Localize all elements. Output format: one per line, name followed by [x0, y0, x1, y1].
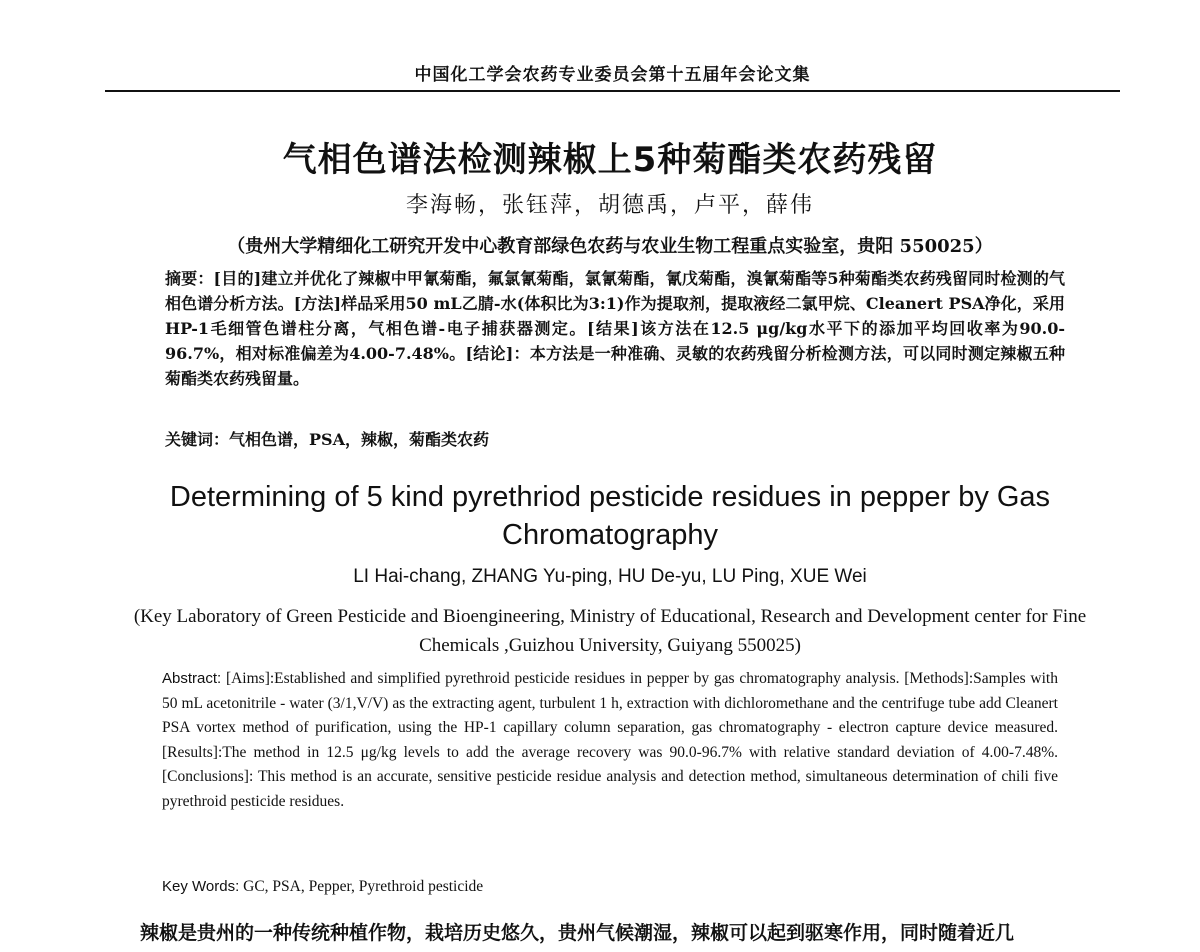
chinese-abstract-text: [目的]建立并优化了辣椒中甲氰菊酯，氟氯氰菊酯，氯氰菊酯，氰戊菊酯，溴氰菊酯等5种菊酯类农药残留同时检测的气相色谱分析方法。[方法]样品采用50 mL乙腈-水(体积比为3:1)作为提取剂，提取液经二氯甲烷、Cleanert PSA净化，采用HP-1毛细管色谱柱分离，气相色谱-电子捕获器测定。[结果]该方法在12.5 μg/kg水平下的添加平均回收率为90.0-96.7%，相对标准偏差为4.00-7.48%。[结论]：本方法是一种准确、灵敏的农药残留分析检测方法，可以同时测定辣椒五种菊酯类农药残留量。	[165, 269, 1065, 388]
english-abstract-label: Abstract:	[162, 670, 222, 687]
english-affiliation: (Key Laboratory of Green Pesticide and Bioengineering, Ministry of Educational, Research and Development center for Fine Chemicals ,Guizhou University, Guiyang 550025)	[133, 606, 1087, 656]
english-abstract	[162, 667, 1058, 815]
english-abstract-text: [Aims]:Established and simplified pyrethroid pesticide residues in pepper by gas chromatography analysis. [Methods]:Samples with 50 mL acetonitrile - water (3/1,V/V) as the extracting agent, turbulent 1 h, extraction with dichloromethane and the centrifuge tube add Cleanert PSA vortex method of purification, using the HP-1 capillary column separation, gas chromatography - electron capture device measured. [Results]:The method in 12.5 μg/kg levels to add the average recovery was 90.0-96.7% with relative standard deviation of 4.00-7.48%.[Conclusions]: This method is an accurate, sensitive pesticide residue analysis and detection method, simultaneous determination of chili five pyrethroid pesticide residues.	[162, 670, 1058, 810]
chinese-title: 气相色谱法检测辣椒上5种菊酯类农药残留	[282, 140, 938, 180]
chinese-affiliation: （贵州大学精细化工研究开发中心教育部绿色农药与农业生物工程重点实验室，贵阳 550025）	[227, 236, 993, 257]
chinese-abstract	[165, 266, 1065, 391]
english-title: Determining of 5 kind pyrethriod pesticide residues in pepper by Gas Chromatography	[169, 481, 1051, 551]
chinese-keywords	[165, 427, 1065, 450]
body-first-line: 辣椒是贵州的一种传统种植作物，栽培历史悠久，贵州气候潮湿，辣椒可以起到驱寒作用，同时随着近几	[140, 922, 1015, 944]
chinese-keywords-label: 关键词：	[165, 430, 230, 449]
english-keywords-label: Key Words:	[162, 878, 240, 895]
header-rule	[105, 90, 1120, 92]
english-authors: LI Hai-chang, ZHANG Yu-ping, HU De-yu, LU Ping, XUE Wei	[353, 566, 867, 587]
english-keywords	[162, 878, 1058, 896]
chinese-abstract-label: 摘要：	[165, 269, 214, 288]
chinese-authors: 李海畅，张钰萍，胡德禹，卢平，薛伟	[405, 193, 814, 218]
running-head: 中国化工学会农药专业委员会第十五届年会论文集	[414, 65, 811, 85]
chinese-keywords-text: 气相色谱，PSA，辣椒，菊酯类农药	[229, 430, 490, 449]
english-keywords-text: GC, PSA, Pepper, Pyrethroid pesticide	[243, 878, 484, 895]
